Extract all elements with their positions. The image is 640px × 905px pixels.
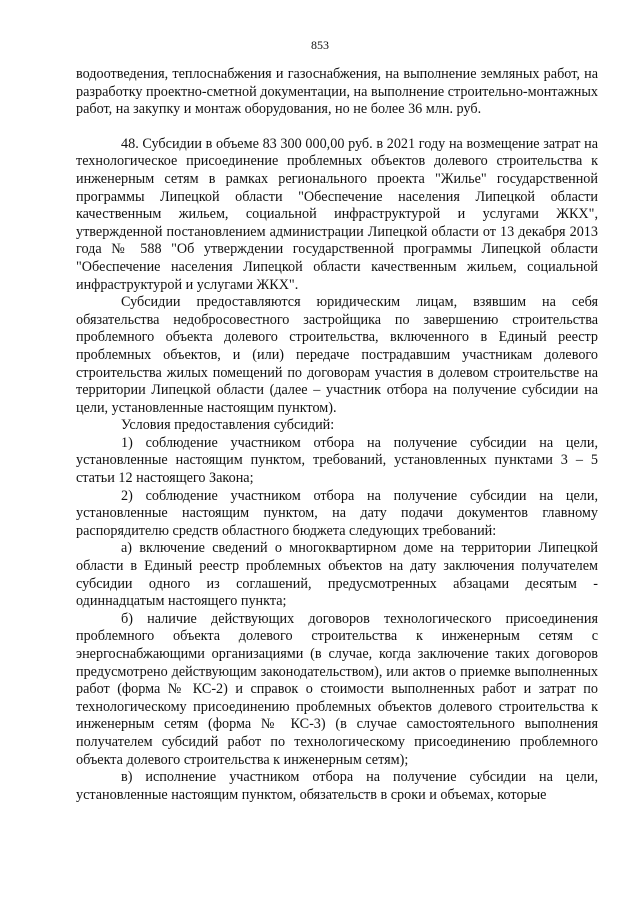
paragraph-condition-1: 1) соблюдение участником отбора на получение субсидии на цели, установленные настоящим пунктом, требований, установленных пунктами 3 – 5 статьи 12 настоящего Закона; (76, 434, 598, 487)
paragraph-condition-2a: а) включение сведений о многоквартирном доме на территории Липецкой области в Единый реестр проблемных объектов на дату заключения получателем субсидии одного из соглашений, предусмотренных абзацами десятым - одиннадцатым настоящего пункта; (76, 540, 598, 610)
paragraph-continuation: водоотведения, теплоснабжения и газоснабжения, на выполнение земляных работ, на разработку проектно-сметной документации, на выполнение строительно-монтажных работ, на закупку и монтаж оборудования, но не более 36 млн. руб. (76, 66, 598, 118)
paragraph-conditions-heading: Условия предоставления субсидий: (121, 417, 335, 434)
paragraph-condition-2v: в) исполнение участником отбора на получение субсидии на цели, установленные настоящим пунктом, обязательств в сроки и объемах, которые (76, 769, 598, 803)
page-number: 853 (311, 38, 329, 52)
paragraph-condition-2b: б) наличие действующих договоров технологического присоединения проблемного объекта долевого строительства к инженерным сетям с энергоснабжающими организациями (в случае, когда заключение таких договоров предусмотрено действующим законодательством), или актов о приемке выполненных работ (форма № КС-2) и справок о стоимости выполненных работ и затрат по технологическому присоединению проблемных объектов долевого строительства к инженерным сетям (форма № КС-3) (в случае самостоятельного выполнения получателем субсидий работ по технологическому присоединению проблемного объекта долевого строительства к инженерным сетям); (76, 610, 598, 768)
paragraph-item-48: 48. Субсидии в объеме 83 300 000,00 руб. в 2021 году на возмещение затрат на технологическое присоединение проблемных объектов долевого строительства к инженерным сетям в рамках регионального проекта "Жилье" государственной программы Липецкой области "Обеспечение населения Липецкой области качественным жильем, социальной инфраструктурой и услугами ЖКХ", утвержденной постановлением администрации Липецкой области от 13 декабря 2013 года № 588 "Об утверждении государственной программы Липецкой области "Обеспечение населения Липецкой области качественным жильем, социальной инфраструктурой и услугами ЖКХ". (76, 135, 598, 293)
paragraph-condition-2: 2) соблюдение участником отбора на получение субсидии на цели, установленные настоящим пунктом, на дату подачи документов главному распорядителю средств областного бюджета следующих требований: (76, 487, 598, 539)
document-body (76, 66, 598, 804)
paragraph-recipients: Субсидии предоставляются юридическим лицам, взявшим на себя обязательства недобросовестного застройщика по завершению строительства проблемного объекта долевого строительства, включенного в Единый реестр проблемных объектов, и (или) передаче пострадавшим участникам долевого строительства жилых помещений по договорам участия в долевом строительстве на территории Липецкой области (далее – участник отбора на получение субсидии на цели, установленные настоящим пунктом). (76, 294, 598, 416)
